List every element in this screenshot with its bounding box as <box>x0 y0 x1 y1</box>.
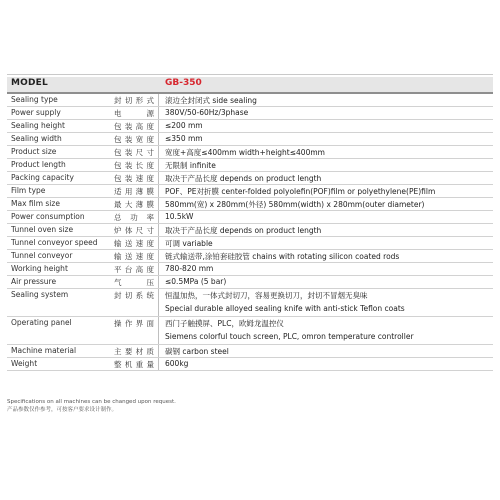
spec-header <box>7 77 493 94</box>
column-divider <box>158 107 159 119</box>
spec-value: 取决于产品长度 depends on product length <box>165 226 322 235</box>
spec-row <box>7 120 493 133</box>
spec-label-en: Machine material <box>11 346 77 355</box>
spec-value: 链式输送带,涂铂套硅胶管 chains with rotating silicon coated rods <box>165 252 400 261</box>
spec-row <box>7 172 493 185</box>
column-divider <box>158 224 159 236</box>
spec-value: 宽度+高度≤400mm width+height≤400mm <box>165 148 325 157</box>
column-divider <box>158 146 159 158</box>
spec-label-en: Sealing type <box>11 95 58 104</box>
spec-value: 恒温加热，一体式封切刀，容易更换切刀，封切不冒烟无臭味 <box>165 291 368 300</box>
spec-label-zh: 包装宽度 <box>114 135 154 144</box>
spec-value: 600kg <box>165 359 189 368</box>
spec-label-zh: 包装高度 <box>114 122 154 131</box>
column-divider <box>158 198 159 210</box>
spec-label-zh: 整机重量 <box>114 360 154 369</box>
column-divider <box>158 263 159 275</box>
spec-label-zh: 封切形式 <box>114 96 154 105</box>
column-divider <box>158 185 159 197</box>
spec-value-secondary: Siemens colorful touch screen, PLC, omron temperature controller <box>165 332 414 341</box>
spec-row <box>7 289 493 317</box>
spec-label-zh: 包装速度 <box>114 174 154 183</box>
top-rule <box>7 74 493 75</box>
spec-label-en: Working height <box>11 264 68 273</box>
spec-label-en: Weight <box>11 359 38 368</box>
spec-label-zh: 主要材质 <box>114 347 154 356</box>
spec-label-zh: 操作界面 <box>114 319 154 328</box>
column-divider <box>158 317 159 344</box>
spec-label-en: Packing capacity <box>11 173 74 182</box>
spec-value: 580mm(宽) x 280mm(外径) 580mm(width) x 280mm(outer diameter) <box>165 200 425 209</box>
spec-label-en: Power consumption <box>11 212 85 221</box>
footnote-en: Specifications on all machines can be changed upon request. <box>7 399 176 405</box>
model-value: GB-350 <box>165 78 202 88</box>
spec-label-zh: 总 功 率 <box>114 213 154 222</box>
spec-row <box>7 317 493 345</box>
spec-value: ≤0.5MPa (5 bar) <box>165 277 227 286</box>
spec-label-zh: 气 压 <box>114 278 154 287</box>
spec-label-en: Sealing width <box>11 134 62 143</box>
spec-label-en: Air pressure <box>11 277 57 286</box>
column-divider <box>158 237 159 249</box>
spec-label-en: Product length <box>11 160 66 169</box>
column-divider <box>158 250 159 262</box>
spec-value: 780-820 mm <box>165 264 214 273</box>
spec-label-zh: 适用薄膜 <box>114 187 154 196</box>
spec-label-en: Tunnel oven size <box>11 225 74 234</box>
spec-row <box>7 211 493 224</box>
spec-row <box>7 159 493 172</box>
spec-label-en: Power supply <box>11 108 61 117</box>
spec-label-en: Tunnel conveyor <box>11 251 73 260</box>
spec-label-zh: 封切系统 <box>114 291 154 300</box>
spec-row <box>7 276 493 289</box>
column-divider <box>158 172 159 184</box>
spec-row <box>7 146 493 159</box>
spec-value: 碳钢 carbon steel <box>165 347 229 356</box>
footnote-zh: 产品参数仅作参考，可按客户要求设计制作。 <box>7 407 118 413</box>
model-label: MODEL <box>11 78 48 88</box>
spec-value: 无限制 infinite <box>165 161 216 170</box>
column-divider <box>158 159 159 171</box>
spec-label-zh: 平台高度 <box>114 265 154 274</box>
spec-label-en: Tunnel conveyor speed <box>11 238 98 247</box>
spec-value-secondary: Special durable alloyed sealing knife with anti-stick Teflon coats <box>165 304 405 313</box>
spec-label-en: Product size <box>11 147 57 156</box>
spec-row <box>7 133 493 146</box>
column-divider <box>158 345 159 357</box>
spec-label-en: Operating panel <box>11 318 72 327</box>
spec-row <box>7 345 493 358</box>
spec-value: 滚边全封闭式 side sealing <box>165 96 257 105</box>
column-divider <box>158 358 159 370</box>
column-divider <box>158 276 159 288</box>
column-divider <box>158 211 159 223</box>
spec-value: 西门子触摸屏、PLC，欧姆龙温控仪 <box>165 319 284 328</box>
spec-label-zh: 最大薄膜 <box>114 200 154 209</box>
spec-value: 10.5kW <box>165 212 194 221</box>
spec-label-en: Film type <box>11 186 46 195</box>
spec-label-zh: 炉体尺寸 <box>114 226 154 235</box>
spec-value: 可调 variable <box>165 239 213 248</box>
spec-label-zh: 输送速度 <box>114 239 154 248</box>
spec-label-en: Sealing system <box>11 290 69 299</box>
spec-table <box>7 94 493 371</box>
spec-row <box>7 263 493 276</box>
spec-label-zh: 包装尺寸 <box>114 148 154 157</box>
spec-row <box>7 185 493 198</box>
spec-label-zh: 输送速度 <box>114 252 154 261</box>
spec-label-en: Max film size <box>11 199 60 208</box>
column-divider <box>158 94 159 106</box>
spec-row <box>7 224 493 237</box>
spec-label-zh: 电 源 <box>114 109 154 118</box>
spec-row <box>7 107 493 120</box>
footnotes <box>7 398 176 414</box>
spec-value: ≤350 mm <box>165 134 203 143</box>
column-divider <box>158 120 159 132</box>
spec-row <box>7 237 493 250</box>
spec-value: POF、PE对折膜 center-folded polyolefin(POF)film or polyethylene(PE)film <box>165 187 436 196</box>
spec-value: 380V/50-60Hz/3phase <box>165 108 249 117</box>
spec-row <box>7 198 493 211</box>
spec-label-zh: 包装长度 <box>114 161 154 170</box>
spec-row <box>7 358 493 371</box>
column-divider <box>158 133 159 145</box>
spec-row <box>7 94 493 107</box>
spec-label-en: Sealing height <box>11 121 65 130</box>
column-divider <box>158 289 159 316</box>
spec-row <box>7 250 493 263</box>
spec-value: ≤200 mm <box>165 121 203 130</box>
spec-value: 取决于产品长度 depends on product length <box>165 174 322 183</box>
